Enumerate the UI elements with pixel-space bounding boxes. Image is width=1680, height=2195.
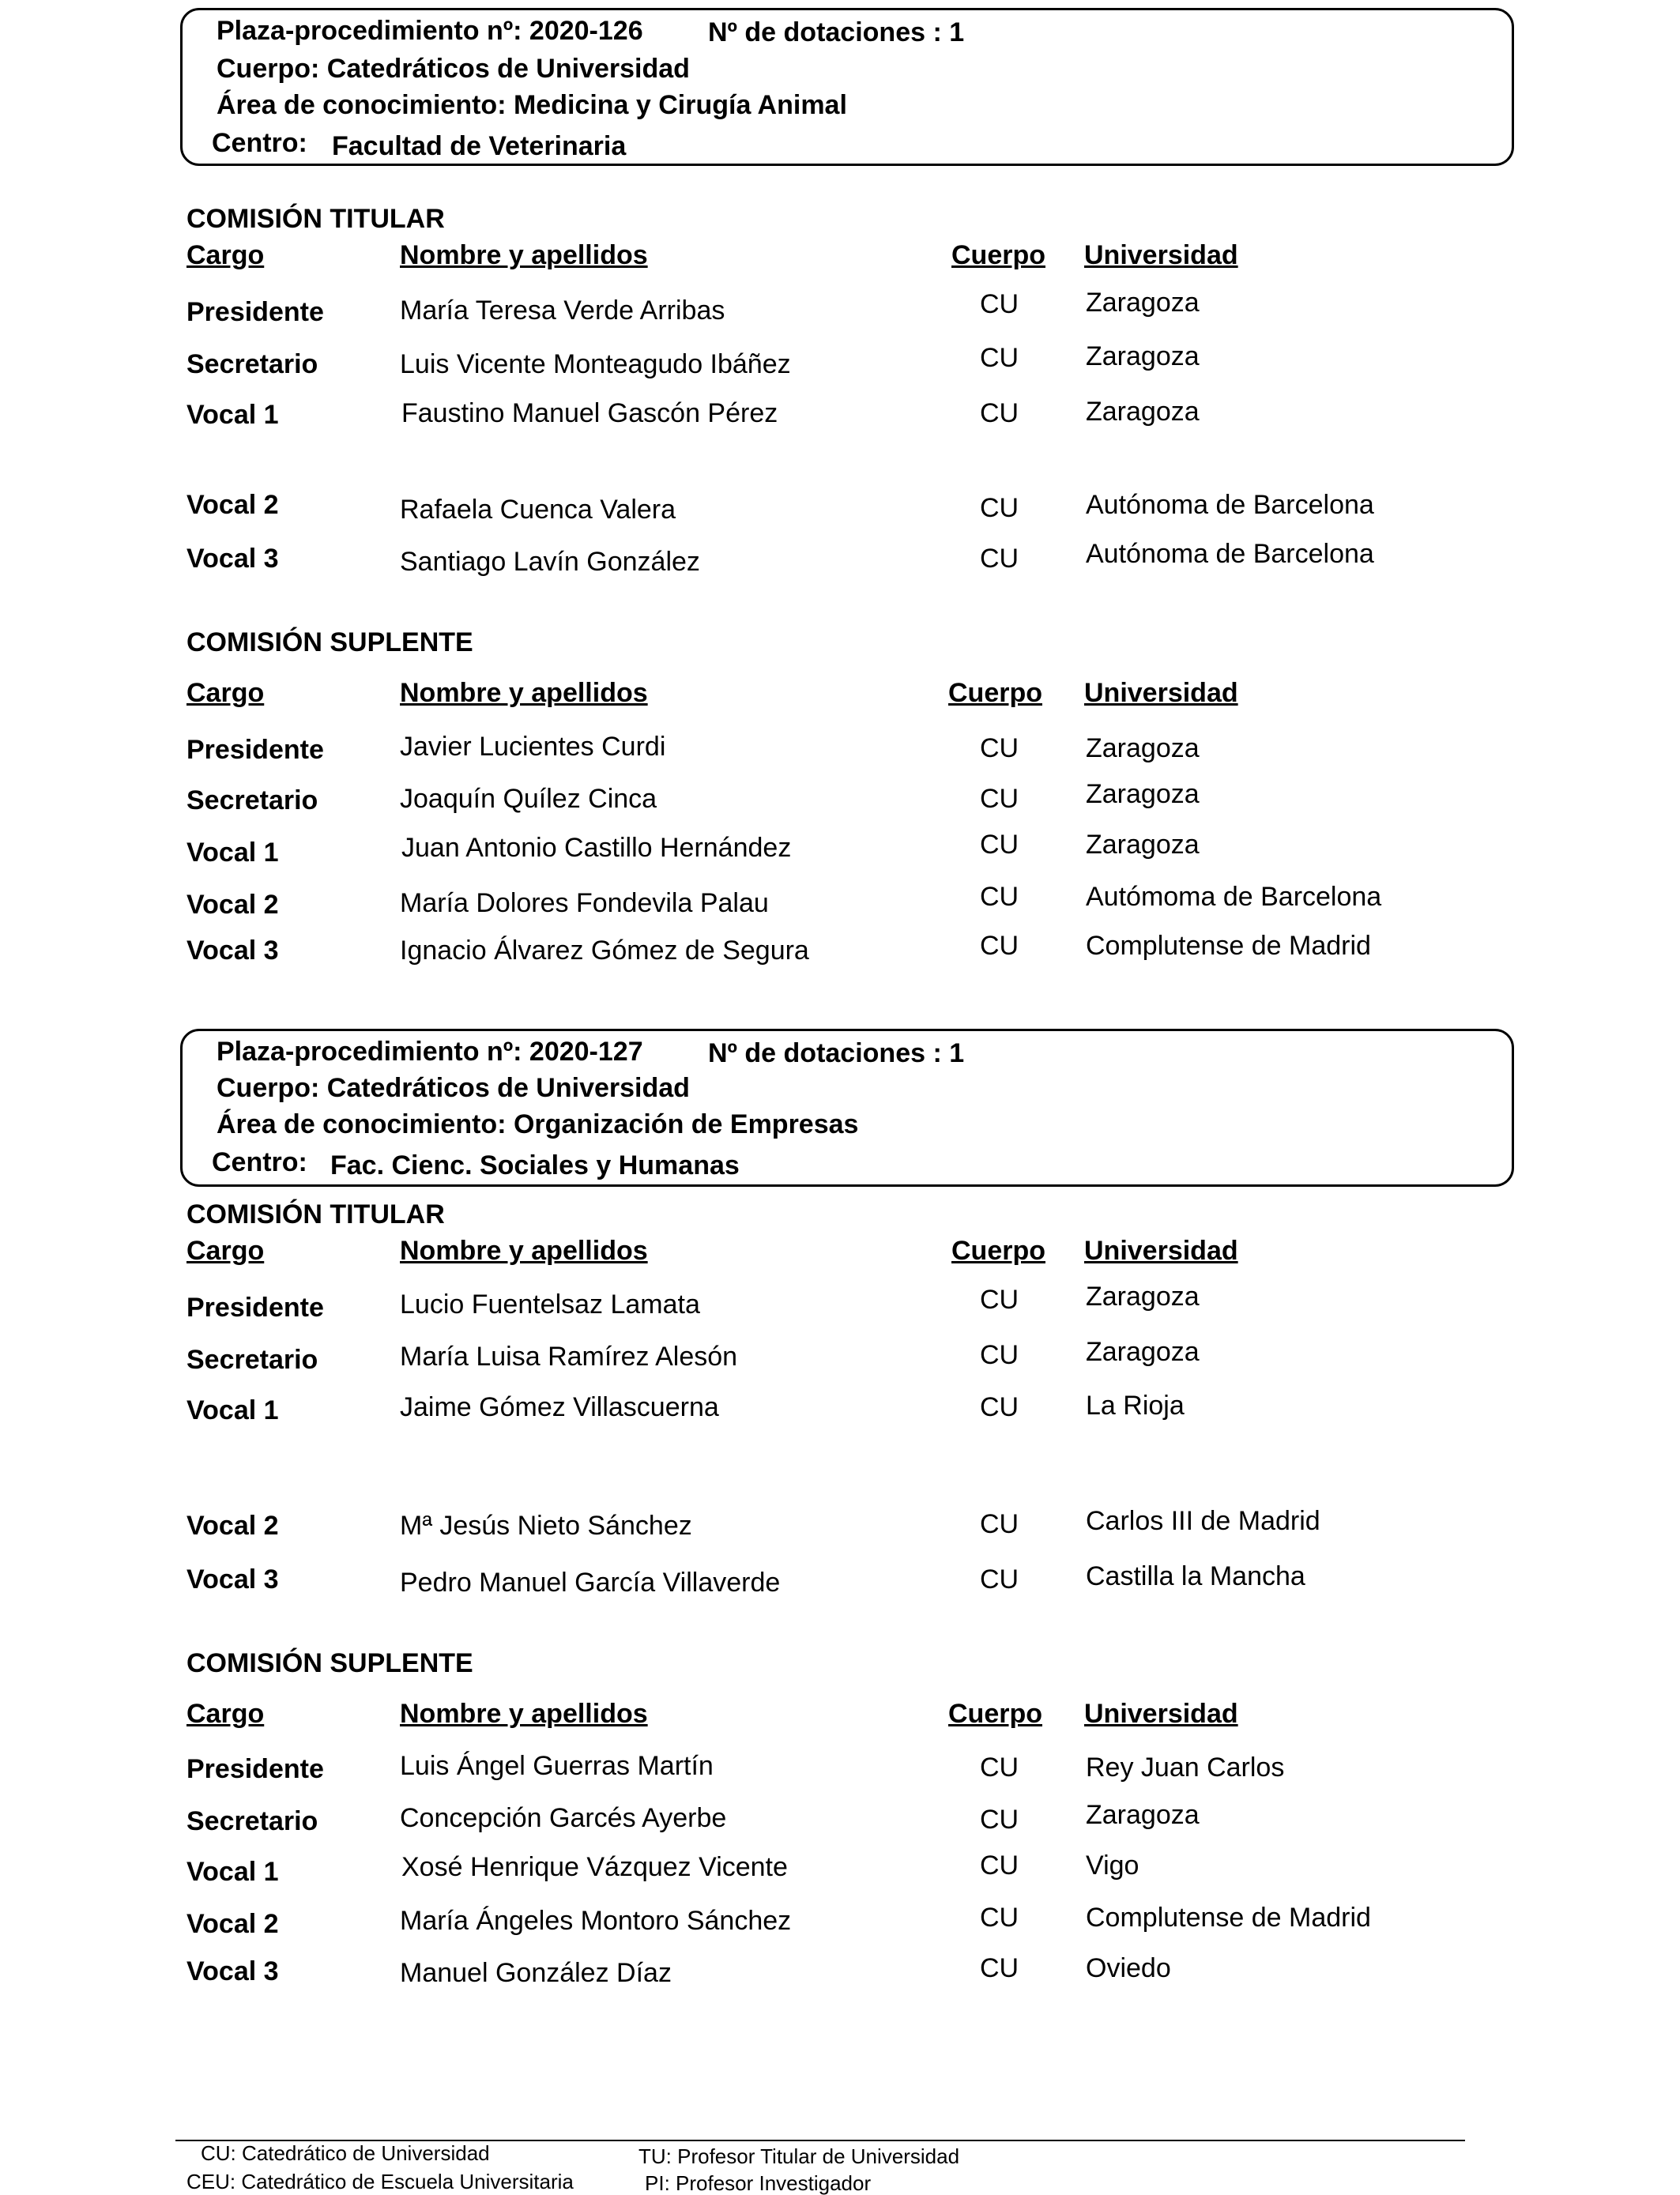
cargo-cell: Vocal 2 [186,890,279,920]
footer-legend-pi: PI: Profesor Investigador [645,2171,872,2195]
cargo-cell: Vocal 2 [186,1511,279,1541]
cuerpo-cell: CU [980,1392,1019,1422]
col-header-universidad: Universidad [1084,678,1238,708]
nombre-cell: Javier Lucientes Curdi [400,732,666,762]
cargo-cell: Secretario [186,349,318,379]
nombre-cell: Jaime Gómez Villascuerna [400,1392,719,1422]
nombre-cell: Luis Vicente Monteagudo Ibáñez [400,349,791,379]
nombre-cell: María Teresa Verde Arribas [400,296,725,326]
footer-legend-ceu: CEU: Catedrático de Escuela Universitaria [186,2170,574,2193]
dotaciones: Nº de dotaciones : 1 [708,17,965,47]
cargo-cell: Vocal 1 [186,1395,279,1425]
cargo-cell: Secretario [186,1806,318,1836]
col-header-nombre: Nombre y apellidos [400,240,648,270]
nombre-cell: Lucio Fuentelsaz Lamata [400,1290,700,1320]
universidad-cell: Zaragoza [1086,733,1200,763]
universidad-cell: Zaragoza [1086,779,1200,809]
col-header-cargo: Cargo [186,678,265,708]
plaza-cuerpo: Cuerpo: Catedráticos de Universidad [217,54,690,84]
col-header-nombre: Nombre y apellidos [400,1699,648,1729]
cargo-cell: Secretario [186,785,318,815]
plaza-area: Área de conocimiento: Medicina y Cirugía Animal [217,90,847,120]
cargo-cell: Presidente [186,1754,324,1784]
section-title-titular: COMISIÓN TITULAR [186,204,445,234]
plaza-number: 2020-126 [529,16,643,46]
cuerpo-cell: CU [980,1805,1019,1835]
plaza-number: 2020-127 [529,1037,643,1067]
plaza-procedure: Plaza-procedimiento nº: 2020-127 [217,1037,643,1067]
cargo-cell: Vocal 1 [186,400,279,430]
universidad-cell: Zaragoza [1086,341,1200,371]
cargo-cell: Vocal 3 [186,1956,279,1986]
cuerpo-cell: CU [980,1851,1019,1881]
cuerpo-cell: CU [980,1340,1019,1370]
col-header-cuerpo: Cuerpo [951,1236,1045,1266]
nombre-cell: Pedro Manuel García Villaverde [400,1568,781,1598]
col-header-cargo: Cargo [186,1699,265,1729]
cuerpo-cell: CU [980,931,1019,961]
cargo-cell: Vocal 2 [186,490,279,520]
universidad-cell: Zaragoza [1086,288,1200,318]
cuerpo-cell: CU [980,1564,1019,1594]
section-title-suplente: COMISIÓN SUPLENTE [186,1648,473,1678]
cargo-cell: Presidente [186,297,324,327]
nombre-cell: Concepción Garcés Ayerbe [400,1803,727,1833]
nombre-cell: Xosé Henrique Vázquez Vicente [401,1852,788,1882]
cargo-cell: Vocal 3 [186,544,279,574]
section-title-suplente: COMISIÓN SUPLENTE [186,627,473,657]
plaza-cuerpo: Cuerpo: Catedráticos de Universidad [217,1073,690,1103]
cuerpo-cell: CU [980,784,1019,814]
cuerpo-cell: CU [980,493,1019,523]
col-header-cargo: Cargo [186,1236,265,1266]
universidad-cell: Autómoma de Barcelona [1086,882,1382,912]
plaza-centro: Facultad de Veterinaria [332,131,627,161]
cuerpo-cell: CU [980,343,1019,373]
nombre-cell: Manuel González Díaz [400,1958,672,1988]
universidad-cell: Zaragoza [1086,830,1200,860]
universidad-cell: Complutense de Madrid [1086,1903,1371,1933]
universidad-cell: La Rioja [1086,1391,1185,1421]
universidad-cell: Autónoma de Barcelona [1086,539,1374,569]
nombre-cell: Mª Jesús Nieto Sánchez [400,1511,692,1541]
universidad-cell: Castilla la Mancha [1086,1561,1305,1591]
plaza-centro-label: Centro: [212,1147,307,1177]
dotaciones: Nº de dotaciones : 1 [708,1038,965,1068]
universidad-cell: Zaragoza [1086,1282,1200,1312]
col-header-nombre: Nombre y apellidos [400,1236,648,1266]
nombre-cell: María Dolores Fondevila Palau [400,888,769,918]
universidad-cell: Carlos III de Madrid [1086,1506,1320,1536]
plaza-centro-label: Centro: [212,128,307,158]
col-header-nombre: Nombre y apellidos [400,678,648,708]
cuerpo-cell: CU [980,1953,1019,1983]
nombre-cell: Luis Ángel Guerras Martín [400,1751,714,1781]
plaza-area: Área de conocimiento: Organización de Empresas [217,1109,859,1139]
cargo-cell: Vocal 3 [186,1564,279,1594]
nombre-cell: María Luisa Ramírez Alesón [400,1342,738,1372]
universidad-cell: Zaragoza [1086,397,1200,427]
footer-legend-cu: CU: Catedrático de Universidad [201,2141,490,2165]
cuerpo-cell: CU [980,1285,1019,1315]
nombre-cell: Santiago Lavín González [400,547,700,577]
cuerpo-cell: CU [980,1509,1019,1539]
universidad-cell: Complutense de Madrid [1086,931,1371,961]
col-header-universidad: Universidad [1084,1699,1238,1729]
col-header-cargo: Cargo [186,240,265,270]
nombre-cell: María Ángeles Montoro Sánchez [400,1906,792,1936]
section-title-titular: COMISIÓN TITULAR [186,1199,445,1229]
col-header-cuerpo: Cuerpo [948,678,1042,708]
cuerpo-cell: CU [980,882,1019,912]
col-header-universidad: Universidad [1084,240,1238,270]
cuerpo-cell: CU [980,1903,1019,1933]
universidad-cell: Vigo [1086,1851,1139,1881]
cargo-cell: Presidente [186,1293,324,1323]
nombre-cell: Joaquín Quílez Cinca [400,784,657,814]
nombre-cell: Rafaela Cuenca Valera [400,495,676,525]
footer-legend-tu: TU: Profesor Titular de Universidad [638,2144,960,2168]
plaza-centro: Fac. Cienc. Sociales y Humanas [330,1150,740,1180]
cargo-cell: Vocal 1 [186,838,279,868]
cuerpo-cell: CU [980,733,1019,763]
cuerpo-cell: CU [980,1753,1019,1783]
cargo-cell: Presidente [186,735,324,765]
col-header-cuerpo: Cuerpo [951,240,1045,270]
cuerpo-cell: CU [980,544,1019,574]
col-header-cuerpo: Cuerpo [948,1699,1042,1729]
cargo-cell: Vocal 3 [186,936,279,966]
universidad-cell: Oviedo [1086,1953,1171,1983]
universidad-cell: Autónoma de Barcelona [1086,490,1374,520]
universidad-cell: Zaragoza [1086,1800,1200,1830]
nombre-cell: Faustino Manuel Gascón Pérez [401,398,778,428]
cargo-cell: Secretario [186,1345,318,1375]
cuerpo-cell: CU [980,830,1019,860]
universidad-cell: Rey Juan Carlos [1086,1753,1285,1783]
cargo-cell: Vocal 2 [186,1909,279,1939]
universidad-cell: Zaragoza [1086,1337,1200,1367]
cuerpo-cell: CU [980,289,1019,319]
nombre-cell: Ignacio Álvarez Gómez de Segura [400,936,809,966]
plaza-procedure: Plaza-procedimiento nº: 2020-126 [217,16,643,46]
nombre-cell: Juan Antonio Castillo Hernández [401,833,792,863]
cargo-cell: Vocal 1 [186,1857,279,1887]
cuerpo-cell: CU [980,398,1019,428]
col-header-universidad: Universidad [1084,1236,1238,1266]
